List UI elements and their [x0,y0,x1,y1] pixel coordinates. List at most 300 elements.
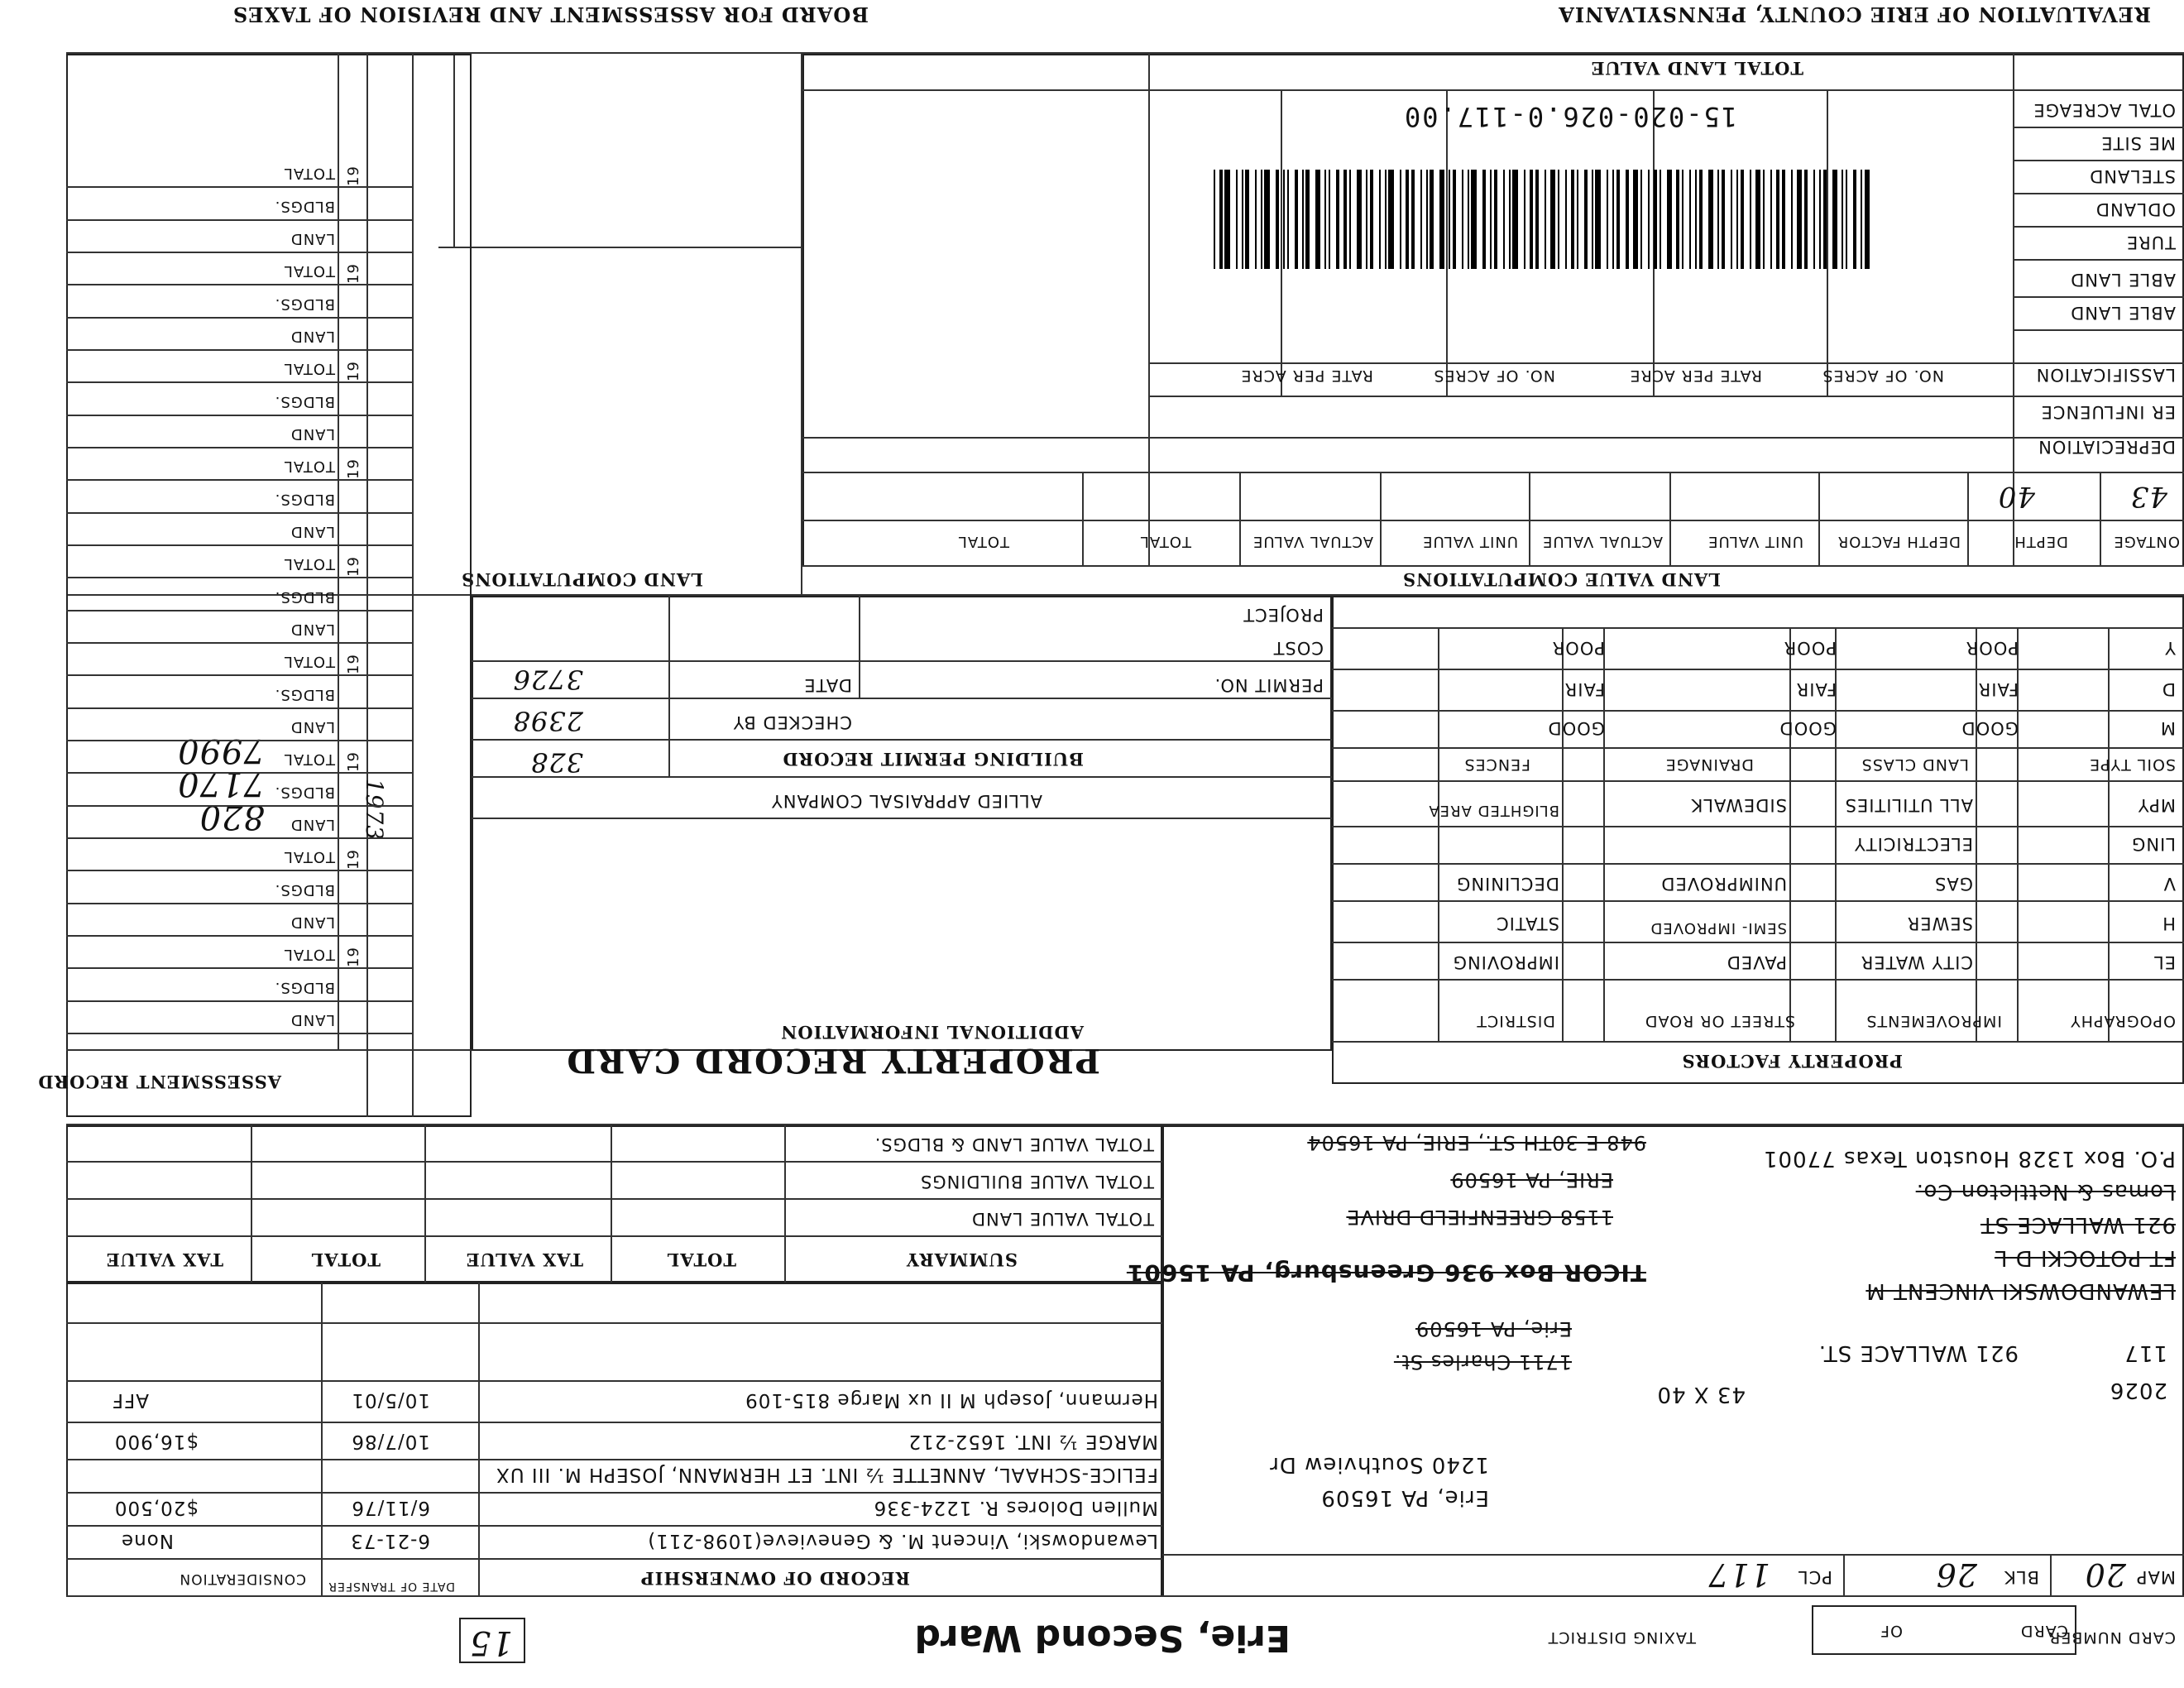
summary-col-tax: TAX VALUE [465,1249,583,1270]
barcode-bar [1530,170,1533,269]
blk-label: BLK [2004,1567,2039,1587]
acreage-row-6: ABLE LAND [2070,303,2176,323]
barcode-bar [1261,170,1262,269]
pf-header-improvements: IMPROVEMENTS [1866,1012,2002,1030]
barcode-bar [1302,170,1304,269]
summary-col-total-2: TOTAL [310,1249,381,1270]
barcode-bar [1571,170,1574,269]
barcode-bar [1717,170,1719,269]
ownership-col-consid: CONSIDERATION [179,1571,306,1587]
barcode-bar [1219,170,1223,269]
assessment-row-label: LAND [290,230,335,247]
barcode-bar [1411,170,1415,269]
assessment-row-line [66,967,414,969]
assessment-row-line [66,252,414,253]
pf-header-street: STREET OR ROAD [1644,1012,1795,1030]
barcode-bar [1439,170,1444,269]
barcode-bar [1731,170,1732,269]
acreage-row-7: LASSIFICATION [2035,365,2176,385]
barcode-bar [1512,170,1517,269]
ownership-row-3-owner: FELICE-SCHAAL, ANNETTE ½ INT. ET HERMANN, JOSEPH M. III UX [495,1464,1158,1485]
barcode-bar [1324,170,1326,269]
grade-good-3: GOOD [1547,718,1605,738]
barcode-bar [1865,170,1870,269]
district-blighted: BLIGHTED AREA [1428,802,1559,819]
assessment-year-prefix: 19 [345,458,363,480]
assessment-year-prefix: 19 [345,947,363,968]
assessment-row-line [66,740,414,741]
blk-value: 26 [1935,1556,1977,1593]
barcode-bar [1804,170,1808,269]
assessment-row-line [66,1000,414,1002]
barcode-bar [1708,170,1713,269]
assessment-record-title: ASSESSMENT RECORD [37,1072,281,1092]
pf-header-topography: OPOGRAPHY [2070,1012,2176,1030]
acreage-row-5: ABLE LAND [2070,270,2176,290]
summary-col-tax-2: TAX VALUE [105,1249,223,1270]
assessment-row-line [66,544,414,546]
barcode-bar [1791,170,1793,269]
depth-header-1: DEPTH [2014,533,2068,550]
barcode-bar [1224,170,1229,269]
owner-line-5: P.O. Box 1328 Houston Texas 77001 [1762,1146,2176,1171]
assessment-row-label: TOTAL [283,360,335,378]
assessment-row-label: BLDGS. [274,978,335,996]
pf-header-district: DISTRICT [1476,1012,1555,1030]
barcode-bar [1283,170,1285,269]
grade-good-2: GOOD [1779,718,1837,738]
parcel-street: 921 WALLACE ST. [1818,1340,2019,1365]
permit-no-label: PERMIT NO. [1214,675,1324,695]
frontage-value: 43 [2129,480,2167,513]
grade-fair-1: FAIR [1977,679,2019,699]
barcode-bar [1449,170,1450,269]
barcode-bar [1626,170,1629,269]
barcode-bar [1842,170,1843,269]
owner-line-2: FT POTOCKI D L [1994,1245,2176,1270]
district-static: STATIC [1496,914,1559,933]
barcode-bar [1565,170,1567,269]
drainage-header: DRAINAGE [1664,755,1754,774]
barcode-bar [1736,170,1738,269]
barcode-bar [1295,170,1298,269]
imp-all-utilities: ALL UTILITIES [1844,795,1973,815]
barcode-bar [1462,170,1463,269]
owner-line-1: LEWANDOWSKI VINCENT M [1866,1278,2176,1303]
assessment-row-line [66,935,414,937]
barcode-bar [1545,170,1546,269]
barcode-bar [1699,170,1703,269]
barcode-bar [1482,170,1486,269]
assessment-row-line [66,1033,414,1034]
acreage-row-2: STELAND [2089,166,2176,186]
barcode-bar [1616,170,1620,269]
barcode-bar [1823,170,1827,269]
depth-header-8: TOTAL [957,533,1009,550]
assessment-year-prefix: 19 [345,263,363,285]
topo-frag-0: EL [2153,952,2176,972]
map-label: MAP [2135,1567,2176,1587]
barcode-bar [1287,170,1289,269]
date-label: DATE [803,675,852,695]
project-label: PROJECT [1243,605,1324,625]
grade-poor-2: POOR [1783,638,1837,658]
fences-header: FENCES [1463,755,1530,774]
summary-title: SUMMARY [905,1249,1018,1270]
barcode-bar [1246,170,1249,269]
barcode-bar [1596,170,1601,269]
parcel-code: 2026 [2109,1378,2167,1403]
assessment-row-label: BLDGS. [274,880,335,899]
barcode-bar [1832,170,1837,269]
assessment-year-prefix: 19 [345,654,363,675]
barcode-bar [1385,170,1387,269]
assessment-row-line [66,219,414,221]
grade-fair-3: FAIR [1564,679,1605,699]
assessment-row-label: BLDGS. [274,197,335,215]
depth-header-6: ACTUAL VALUE [1252,533,1373,550]
assessment-row-label: TOTAL [283,262,335,281]
depth-header-3: UNIT VALUE [1707,533,1803,550]
barcode-bar [1366,170,1367,269]
assessment-row-label: BLDGS. [274,295,335,313]
ownership-col-date: DATE OF TRANSFER [328,1580,455,1593]
assessment-row-label: LAND [290,425,335,443]
assessment-row-label: BLDGS. [274,783,335,801]
barcode-bar [1633,170,1638,269]
depreciation-label: DEPRECIATION [2038,437,2176,457]
land-computations-label: LAND COMPUTATIONS [461,569,703,590]
assessment-row-label: TOTAL [283,555,335,573]
ownership-row-1-date: 6-21-73 [350,1530,430,1551]
address-line-5: 1711 Charles St. [1393,1350,1572,1374]
barcode-bar [1695,170,1697,269]
barcode-bar [1660,170,1661,269]
barcode-bar [1770,170,1772,269]
barcode-bar [1819,170,1821,269]
assessment-row-line [66,317,414,319]
barcode-bar [1763,170,1765,269]
district-improving: IMPROVING [1452,952,1559,972]
barcode-bar [1577,170,1578,269]
topo-frag-4: MPY [2137,795,2176,815]
street-sidewalk: SIDEWALK [1690,795,1787,815]
barcode-bar [1689,170,1691,269]
address-line-1: 1158 GREENFIELD DRIVE [1346,1206,1613,1229]
rate-per-acre-header-2: RATE PER ACRE [1240,367,1373,385]
assessment-row-label: TOTAL [283,750,335,769]
acreage-row-4: TURE [2125,233,2176,252]
address-line-6: Erie, PA 16509 [1415,1317,1572,1340]
pcl-label: PCL [1797,1567,1832,1587]
card-title: PROPERTY RECORD CARD [565,1041,1100,1080]
barcode-bar [1535,170,1539,269]
barcode-bar [1755,170,1760,269]
ownership-row-1-consid: None [120,1530,174,1551]
current-address-1: 1240 Southview Dr [1269,1452,1489,1477]
current-address-2: Erie, PA 16509 [1320,1485,1489,1510]
barcode-bar [1400,170,1401,269]
permit-hand-2: 2398 [512,705,583,736]
barcode-bar [1214,170,1215,269]
depth-header-2: DEPTH FACTOR [1837,533,1961,550]
street-unimproved: UNIMPROVED [1660,874,1787,894]
assess-bldgs-value: 7170 [177,765,265,803]
barcode-bar [1264,170,1269,269]
assessment-row-label: LAND [290,621,335,638]
address-line-4: TICOR Box 936 Greensburg, PA 15601 [1126,1259,1646,1287]
allied-appraisal-label: ALLIED APPRAISAL COMPANY [770,791,1042,811]
district-declining: DECLINING [1456,874,1559,894]
soil-frag-y: Y [2164,638,2176,658]
barcode-bar [1741,170,1744,269]
barcode-bar [1612,170,1614,269]
barcode-bar [1349,170,1351,269]
topo-frag-3: LING [2131,834,2176,854]
barcode-bar [1776,170,1779,269]
barcode-bar [1509,170,1511,269]
barcode-bar [1846,170,1847,269]
barcode-bar [1550,170,1555,269]
assessment-row-line [66,284,414,285]
barcode-bar [1468,170,1469,269]
barcode-bar [1426,170,1428,269]
other-influence-label: ER INFLUENCE [2040,402,2176,422]
depth-header-4: ACTUAL VALUE [1542,533,1663,550]
assessment-row-line [66,642,414,644]
topo-frag-1: H [2162,914,2176,933]
checked-by-label: CHECKED BY [732,712,852,732]
ownership-row-2-date: 6/11/76 [351,1497,430,1518]
parcel-number: 15-020-026.0-117.00 [1402,101,1737,132]
assessment-row-line [66,381,414,383]
permit-hand-1: 328 [529,746,583,778]
assessment-row-label: LAND [290,523,335,540]
barcode-bar [1524,170,1525,269]
permit-section [472,596,1332,1051]
barcode-bar [1584,170,1588,269]
assess-land-value: 820 [199,798,265,836]
card-number-label: CARD NUMBER [2048,1628,2176,1647]
assessment-row-label: TOTAL [283,458,335,476]
assessment-year-prefix: 19 [345,556,363,578]
barcode-bar [1813,170,1815,269]
barcode-bar [1607,170,1608,269]
barcode-bar [1343,170,1347,269]
depth-header-5: UNIT VALUE [1422,533,1518,550]
assessment-row-label: BLDGS. [274,587,335,606]
assessment-row-label: LAND [290,914,335,931]
barcode-bar [1453,170,1456,269]
assessment-year-prefix: 19 [345,751,363,773]
assessment-row-label: TOTAL [283,653,335,671]
ownership-row-5-date: 10/5/01 [351,1389,430,1411]
grade-poor-1: POOR [1965,638,2019,658]
permit-hand-3: 3726 [512,664,583,695]
additional-info-label: ADDITIONAL INFORMATION [780,1022,1084,1043]
ownership-row-4-owner: MARGE ½ INT. 1652-212 [908,1431,1158,1452]
barcode-bar [1388,170,1393,269]
imp-gas: GAS [1934,874,1973,894]
grade-good-1: GOOD [1961,718,2019,738]
board-title: BOARD FOR ASSESSMENT AND REVISION OF TAXES [232,2,869,26]
land-value-computations-label: LAND VALUE COMPUTATIONS [1401,569,1721,590]
soil-frag-d: D [2161,679,2176,699]
barcode-bar [1722,170,1725,269]
pcl-value: 117 [1707,1556,1770,1593]
owner-line-4: Lomas & Nettleton Co. [1915,1179,2176,1204]
land-class-header: LAND CLASS [1861,755,1969,774]
acreage-row-0: OTAL ACREAGE [2033,100,2176,120]
address-line-3: 948 E 30TH ST., ERIE, PA 16504 [1307,1131,1646,1154]
soil-type-header: SOIL TYPE [2089,755,2176,774]
district-code: 15 [469,1623,513,1662]
barcode-bar [1782,170,1785,269]
soil-frag-m: M [2159,718,2176,738]
depth-header-0: ONTAGE [2113,533,2180,550]
imp-city-water: CITY WATER [1860,952,1973,972]
ownership-row-2-consid: $20,500 [113,1497,199,1518]
street-paved: PAVED [1726,952,1787,972]
barcode-bar [1305,170,1309,269]
barcode-bar [1370,170,1373,269]
building-permit-record-title: BUILDING PERMIT RECORD [782,749,1084,770]
assessment-row-label: BLDGS. [274,392,335,410]
barcode-bar [1315,170,1320,269]
assessment-row-line [66,674,414,676]
assessment-row-line [66,772,414,774]
depth-header-7: TOTAL [1139,533,1191,550]
barcode-bar [1336,170,1339,269]
assessment-row-label: LAND [290,816,335,833]
barcode-bar [1648,170,1650,269]
assessment-row-label: BLDGS. [274,490,335,508]
summary-total-label: TOTAL VALUE LAND [970,1209,1154,1229]
parcel-dims: 43 X 40 [1656,1382,1746,1407]
barcode-bar [1503,170,1505,269]
taxing-district-label: TAXING DISTRICT [1547,1628,1696,1647]
ownership-row-4-date: 10/7/86 [351,1431,430,1452]
barcode-bar [1471,170,1476,269]
acreage-row-1: ME SITE [2100,133,2176,153]
parcel-barcode [1208,170,1870,269]
assessment-row-line [66,415,414,416]
assessment-record-section [66,54,472,1117]
assessment-row-line [66,512,414,514]
street-semi-improved: SEMI- IMPROVED [1650,919,1787,937]
barcode-bar [1750,170,1751,269]
barcode-bar [1654,170,1657,269]
summary-land-label: TOTAL VALUE LAND & BLDGS. [874,1134,1154,1154]
county-title: REVALUATION OF ERIE COUNTY, PENNSYLVANIA [1558,2,2151,26]
of-label: OF [1880,1622,1903,1640]
barcode-bar [1430,170,1433,269]
assessment-row-line [66,805,414,807]
ownership-row-4-consid: $16,900 [113,1431,199,1452]
assessment-row-line [66,577,414,578]
barcode-bar [1242,170,1243,269]
barcode-bar [1236,170,1238,269]
summary-bldgs-label: TOTAL VALUE BUILDINGS [920,1172,1154,1192]
barcode-bar [1797,170,1802,269]
assessment-row-label: LAND [290,718,335,736]
imp-electricity: ELECTRICITY [1853,834,1973,854]
acreage-row-3: ODLAND [2095,199,2176,219]
ownership-row-2-owner: Mullen Dolores R. 1224-336 [873,1497,1158,1518]
map-value: 20 [2084,1556,2126,1593]
assessment-row-line [66,479,414,481]
assessment-row-label: LAND [290,1011,335,1029]
ownership-title: RECORD OF OWNERSHIP [639,1568,910,1589]
property-factors-title: PROPERTY FACTORS [1681,1051,1903,1072]
barcode-bar [1853,170,1856,269]
barcode-bar [1329,170,1330,269]
district-name: Erie, Second Ward [914,1617,1291,1659]
assessment-row-label: TOTAL [283,165,335,183]
assessment-year-prefix: 19 [345,165,363,187]
assessment-row-line [66,837,414,839]
owner-line-3: 921 WALLACE ST [1980,1212,2176,1237]
assessment-row-label: LAND [290,328,335,345]
assessment-year-prefix: 19 [345,361,363,382]
assess-total-value: 7990 [177,731,265,770]
rate-per-acre-header: RATE PER ACRE [1629,367,1762,385]
assessment-row-line [66,349,414,351]
assessment-row-line [66,903,414,904]
depth-value: 40 [1997,480,2035,513]
ownership-row-5-owner: Hermann, Joseph M II ux Marge 815-109 [745,1389,1158,1411]
barcode-bar [1676,170,1679,269]
assessment-row-label: TOTAL [283,946,335,964]
no-acres-header-2: NO. OF ACRES [1433,367,1555,385]
assessment-row-label: BLDGS. [274,685,335,703]
barcode-bar [1255,170,1257,269]
barcode-bar [1494,170,1497,269]
barcode-bar [1640,170,1642,269]
imp-sewer: SEWER [1906,914,1973,933]
grade-fair-2: FAIR [1795,679,1837,699]
barcode-bar [1592,170,1593,269]
assessment-row-line [66,447,414,448]
cost-label: COST [1272,638,1324,658]
ownership-row-5-consid: AFF [111,1389,149,1411]
total-land-value-label: TOTAL LAND VALUE [1590,58,1803,79]
barcode-bar [1861,170,1862,269]
barcode-bar [1420,170,1422,269]
topo-frag-2: V [2162,874,2176,894]
assessment-row-label: TOTAL [283,848,335,866]
assessment-row-line [66,610,414,611]
barcode-bar [1357,170,1362,269]
barcode-bar [1379,170,1381,269]
no-acres-header: NO. OF ACRES [1822,367,1944,385]
barcode-bar [1667,170,1672,269]
address-line-2: ERIE, PA 16509 [1450,1168,1613,1192]
parcel-num: 117 [2124,1340,2167,1365]
grade-poor-3: POOR [1551,638,1605,658]
assessment-row-line [66,870,414,871]
assessment-row-line [66,186,414,188]
assessment-year-prefix: 19 [345,849,363,870]
card-label: CARD [2019,1622,2068,1640]
barcode-bar [1406,170,1409,269]
assessment-row-line [66,707,414,709]
barcode-bar [1490,170,1492,269]
ownership-row-1-owner: Lewandowski, Vincent M. & Genevieve(1098-211) [647,1530,1158,1551]
assess-year-note: 1973 [360,778,388,842]
barcode-bar [1276,170,1279,269]
barcode-bar [1558,170,1559,269]
